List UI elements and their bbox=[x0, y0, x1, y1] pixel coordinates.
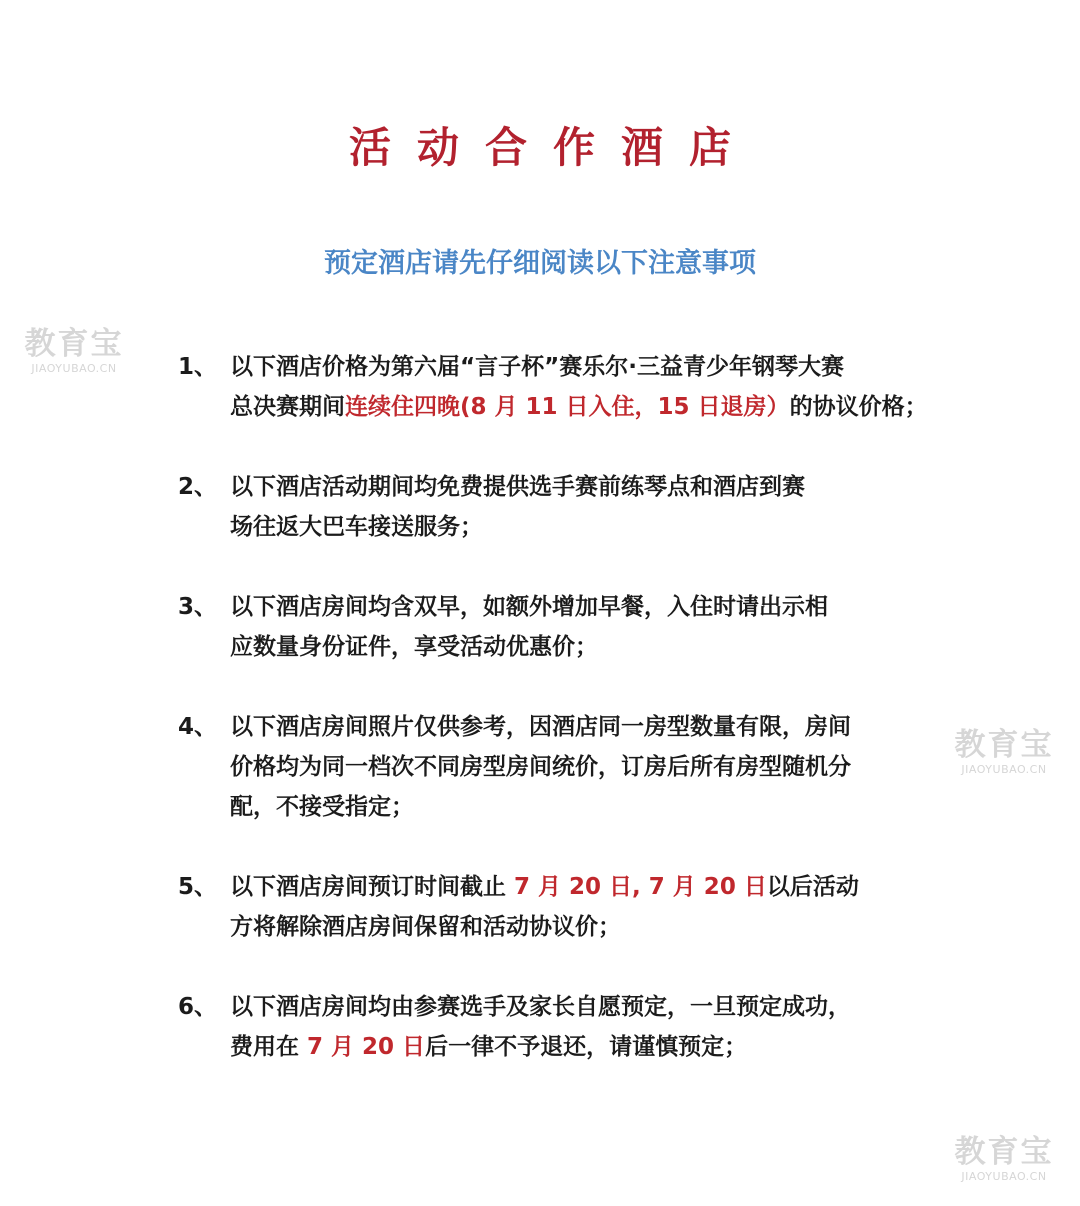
notice-line bbox=[230, 1027, 968, 1067]
notice-line: 以下酒店活动期间均免费提供选手赛前练琴点和酒店到赛 bbox=[230, 474, 805, 500]
notice-item-3 bbox=[178, 587, 968, 667]
notice-line: 以下酒店房间均由参赛选手及家长自愿预定，一旦预定成功， bbox=[230, 994, 851, 1020]
watermark-text: 教育宝 bbox=[954, 727, 1054, 763]
notice-line: 应数量身份证件，享受活动优惠价； bbox=[230, 634, 598, 660]
notice-number: 5、 bbox=[178, 874, 218, 900]
notice-item-4 bbox=[178, 707, 968, 827]
notice-item-5 bbox=[178, 867, 968, 947]
notice-text: 的协议价格； bbox=[789, 394, 928, 420]
notice-number: 2、 bbox=[178, 474, 218, 500]
notice-item-1 bbox=[178, 347, 968, 427]
notice-item-2 bbox=[178, 467, 968, 547]
page-subtitle: 预定酒店请先仔细阅读以下注意事项 bbox=[324, 248, 756, 279]
notice-text: 以后活动 bbox=[766, 874, 859, 900]
notice-line bbox=[230, 867, 968, 907]
watermark-logo bbox=[946, 727, 1062, 776]
notice-highlight: 连续住四晚(8 月 11 日入住，15 日退房） bbox=[345, 394, 790, 420]
notice-text: 费用在 bbox=[230, 1034, 308, 1060]
notice-line: 以下酒店房间照片仅供参考，因酒店同一房型数量有限，房间 bbox=[230, 714, 851, 740]
notice-line: 场往返大巴车接送服务； bbox=[230, 514, 483, 540]
notice-text: 后一律不予退还，请谨慎预定； bbox=[425, 1034, 748, 1060]
watermark-url: JIAOYUBAO.CN bbox=[31, 362, 117, 375]
notice-line: 以下酒店房间均含双早，如额外增加早餐，入住时请出示相 bbox=[230, 594, 828, 620]
notice-highlight: 7 月 20 日, 7 月 20 日 bbox=[514, 874, 767, 900]
notice-text: 以下酒店房间预订时间截止 bbox=[230, 874, 515, 900]
notice-item-6 bbox=[178, 987, 968, 1067]
notice-number: 3、 bbox=[178, 594, 218, 620]
watermark-logo bbox=[946, 1134, 1062, 1183]
notice-line: 方将解除酒店房间保留和活动协议价； bbox=[230, 914, 621, 940]
watermark-text: 教育宝 bbox=[954, 1134, 1054, 1170]
watermark-url: JIAOYUBAO.CN bbox=[961, 1170, 1047, 1183]
notice-number: 6、 bbox=[178, 994, 218, 1020]
notice-line bbox=[230, 387, 968, 427]
notice-line: 配，不接受指定； bbox=[230, 794, 414, 820]
watermark-text: 教育宝 bbox=[24, 326, 124, 362]
watermark-logo bbox=[16, 326, 132, 375]
notice-highlight: 7 月 20 日 bbox=[307, 1034, 426, 1060]
page-title: 活动合作酒店 bbox=[348, 123, 757, 172]
notice-number: 1、 bbox=[178, 354, 218, 380]
notice-text: 总决赛期间 bbox=[230, 394, 345, 420]
watermark-url: JIAOYUBAO.CN bbox=[961, 763, 1047, 776]
notice-line: 以下酒店价格为第六届“言子杯”赛乐尔·三益青少年钢琴大赛 bbox=[230, 354, 844, 380]
notice-line: 价格均为同一档次不同房型房间统价，订房后所有房型随机分 bbox=[230, 754, 851, 780]
notice-number: 4、 bbox=[178, 714, 218, 740]
